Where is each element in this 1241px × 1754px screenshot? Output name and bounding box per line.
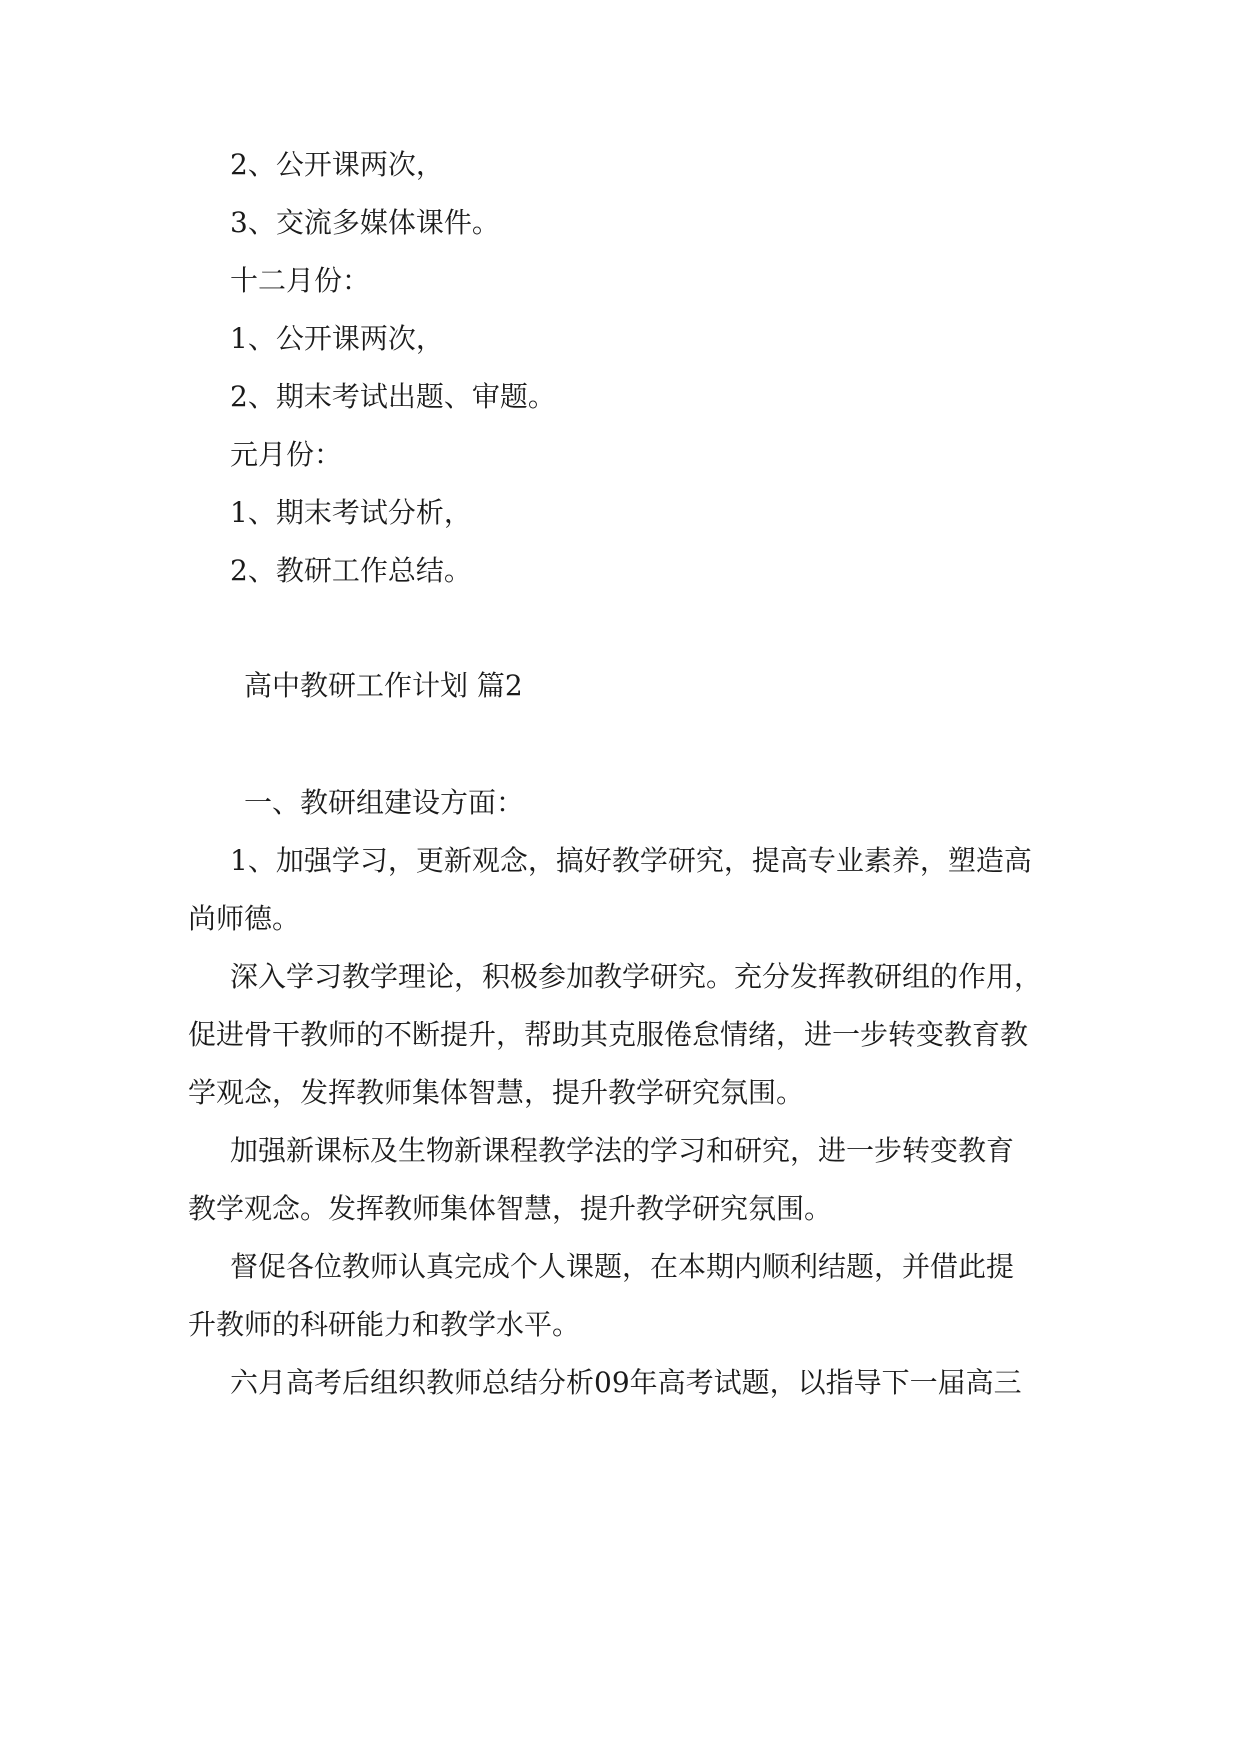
text-line: 1、公开课两次， <box>230 322 444 355</box>
paragraph-line: 1、加强学习，更新观念，搞好教学研究，提高专业素养，塑造高 <box>230 844 1032 877</box>
section-heading: 一、教研组建设方面： <box>244 786 525 819</box>
text-line: 十二月份： <box>230 264 371 297</box>
text-line: 2、公开课两次， <box>230 148 444 181</box>
paragraph-line: 学观念，发挥教师集体智慧，提升教学研究氛围。 <box>188 1076 805 1109</box>
text-line: 元月份： <box>230 438 343 471</box>
paragraph-line: 六月高考后组织教师总结分析09年高考试题，以指导下一届高三 <box>230 1366 1022 1399</box>
text-line: 2、期末考试出题、审题。 <box>230 380 556 413</box>
paragraph-line: 促进骨干教师的不断提升，帮助其克服倦怠情绪，进一步转变教育教 <box>188 1018 1029 1051</box>
paragraph-line: 深入学习教学理论，积极参加教学研究。充分发挥教研组的作用， <box>230 960 1043 993</box>
text-line: 1、期末考试分析， <box>230 496 472 529</box>
text-line: 3、交流多媒体课件。 <box>230 206 500 239</box>
section-title: 高中教研工作计划 篇2 <box>244 669 523 702</box>
paragraph-line: 加强新课标及生物新课程教学法的学习和研究，进一步转变教育 <box>230 1134 1015 1167</box>
paragraph-line: 督促各位教师认真完成个人课题，在本期内顺利结题，并借此提 <box>230 1250 1015 1283</box>
paragraph-line: 尚师德。 <box>188 902 301 935</box>
paragraph-line: 教学观念。发挥教师集体智慧，提升教学研究氛围。 <box>188 1192 833 1225</box>
text-line: 2、教研工作总结。 <box>230 554 472 587</box>
paragraph-line: 升教师的科研能力和教学水平。 <box>188 1308 581 1341</box>
